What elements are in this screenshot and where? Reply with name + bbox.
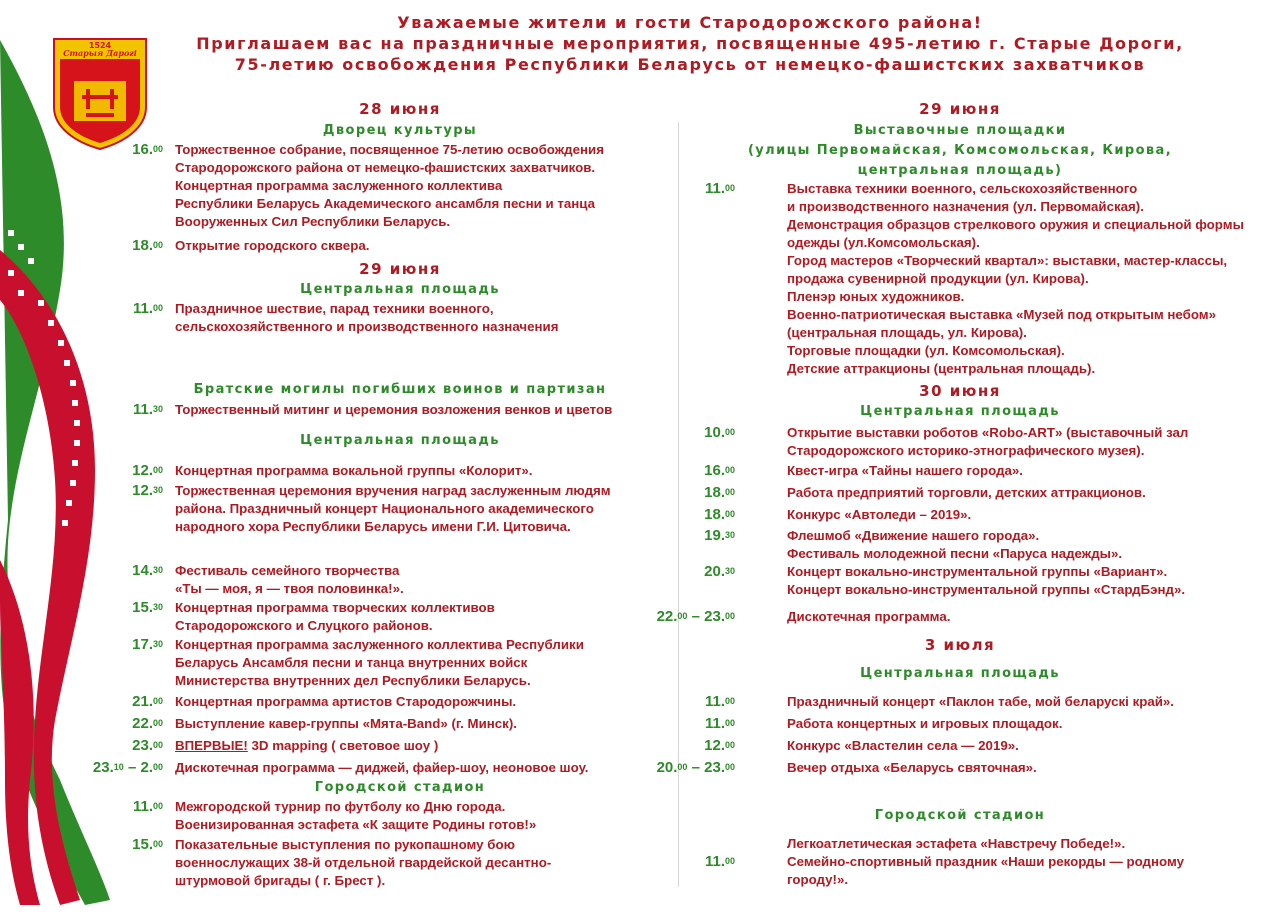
schedule-item: [80, 737, 438, 755]
first-time-label: ВПЕРВЫЕ!: [175, 738, 248, 753]
venue-heading: Дворец культуры: [322, 123, 478, 138]
event-time: 15.00: [132, 836, 163, 853]
event-description: Концертная программа творческих коллективов Стародорожского и Слуцкого районов.: [175, 600, 495, 633]
schedule-item: [80, 237, 369, 255]
schedule-item: [650, 737, 1019, 755]
event-description: Концерт вокально-инструментальной группы «Вариант». Концерт вокально-инструментальной группы «СтардБэнд».: [787, 564, 1186, 597]
event-description: Семейно-спортивный праздник «Наши рекорды — родному городу!».: [787, 854, 1185, 887]
event-time: 23.00: [132, 737, 163, 754]
event-time: 18.00: [704, 506, 735, 523]
event-time: 20.00 – 23.00: [656, 759, 735, 776]
event-description: ВПЕРВЫЕ! 3D mapping ( световое шоу ): [175, 738, 439, 753]
event-time: 18.00: [704, 484, 735, 501]
schedule-item: [650, 715, 1062, 733]
page-header: [190, 12, 1190, 75]
schedule-item: [650, 835, 1125, 853]
event-description: Дискотечная программа — диджей, файер-шоу, неоновое шоу.: [175, 760, 589, 775]
venue-heading: Центральная площадь: [860, 666, 1060, 681]
event-description: Торжественная церемония вручения наград заслуженным людям района. Праздничный концерт Национального академического народного хора Республики Беларусь имени Г.И. Цитовича.: [175, 483, 611, 534]
event-description: Работа предприятий торговли, детских аттракционов.: [787, 485, 1146, 500]
event-description: Фестиваль семейного творчества «Ты — моя, я — твоя половинка!».: [175, 563, 404, 596]
event-time: 21.00: [132, 693, 163, 710]
venue-heading: Братские могилы погибших воинов и партизан: [193, 382, 607, 397]
event-description: Дискотечная программа.: [787, 609, 951, 624]
header-line-2: Приглашаем вас на праздничные мероприятия, посвященные 495-летию г. Старые Дороги,: [196, 34, 1184, 53]
event-description: Торжественное собрание, посвященное 75-летию освобождения Стародорожского района от немецко-фашистских захватчиков. Концертная программа заслуженного коллектива Республики Беларусь Академического ансамбля песни и танца Вооруженных Сил Республики Беларусь.: [175, 142, 604, 229]
schedule-item: [650, 527, 1122, 563]
event-time: 11.00: [132, 300, 163, 317]
schedule-item: [80, 599, 495, 635]
header-line-1: Уважаемые жители и гости Стародорожского района!: [397, 13, 983, 32]
event-time: 16.00: [132, 141, 163, 158]
event-description: Работа концертных и игровых площадок.: [787, 716, 1063, 731]
schedule-item: [650, 853, 1184, 889]
event-description: Конкурс «Автоледи – 2019».: [787, 507, 972, 522]
schedule-item: [650, 759, 1037, 777]
event-description: Праздничный концерт «Паклон табе, мой беларускі край».: [787, 694, 1174, 709]
schedule-item: [80, 462, 533, 480]
schedule-item: [80, 715, 517, 733]
event-time: 10.00: [704, 424, 735, 441]
venue-heading: Центральная площадь: [300, 433, 500, 448]
event-time: 11.00: [704, 693, 735, 710]
event-description: Торжественный митинг и церемония возложения венков и цветов: [175, 402, 613, 417]
venue-heading: Центральная площадь: [860, 404, 1060, 419]
venue-heading: Городской стадион: [314, 780, 486, 795]
event-description: Вечер отдыха «Беларусь святочная».: [787, 760, 1037, 775]
event-time: 23.10 – 2.00: [92, 759, 163, 776]
event-time: 12.00: [132, 462, 163, 479]
venue-heading: Городской стадион: [874, 808, 1046, 823]
schedule-item: [650, 506, 971, 524]
schedule-item: [650, 424, 1188, 460]
schedule-item: [80, 759, 589, 777]
event-description: Конкурс «Властелин села — 2019».: [787, 738, 1019, 753]
schedule-item: [80, 300, 558, 336]
date-heading: 29 июня: [359, 260, 441, 278]
event-description: Легкоатлетическая эстафета «Навстречу Победе!».: [787, 836, 1126, 851]
event-description: Квест-игра «Тайны нашего города».: [787, 463, 1023, 478]
event-description: Межгородской турнир по футболу ко Дню города. Военизированная эстафета «К защите Родины готов!»: [175, 799, 537, 832]
emblem-year: 1524: [88, 41, 112, 50]
event-time: 12.30: [132, 482, 163, 499]
date-heading: 3 июля: [924, 636, 996, 654]
event-description: Концертная программа заслуженного коллектива Республики Беларусь Ансамбля песни и танца внутренних войск Министерства внутренних дел Республики Беларусь.: [175, 637, 584, 688]
header-line-3: 75-летию освобождения Республики Беларусь от немецко-фашистских захватчиков: [234, 55, 1146, 74]
event-time: 11.00: [704, 715, 735, 732]
event-time: 22.00 – 23.00: [656, 608, 735, 625]
event-time: 16.00: [704, 462, 735, 479]
event-time: 12.00: [704, 737, 735, 754]
event-time: 11.00: [132, 798, 163, 815]
date-heading: 30 июня: [919, 382, 1001, 400]
venue-heading: Центральная площадь: [300, 282, 500, 297]
emblem-city: Старыя Дарогі: [63, 48, 137, 58]
schedule-item: [80, 636, 584, 690]
event-time: 19.30: [704, 527, 735, 544]
schedule-item: [650, 608, 950, 626]
schedule-item: [650, 693, 1174, 711]
schedule-item: [80, 836, 551, 890]
date-heading: 29 июня: [919, 100, 1001, 118]
schedule-item: [650, 563, 1185, 599]
event-description: Выставка техники военного, сельскохозяйственного и производственного назначения (ул. Первомайская). Демонстрация образцов стрелкового оружия и специальной формы одежды (ул.Комсомольская). Город мастеров «Творческий квартал»: выставки, мастер-классы, продажа сувенирной продукции (ул. Кирова). Пленэр юных художников. Военно-патриотическая выставка «Музей под открытым небом» (центральная площадь, ул. Кирова). Торговые площадки (ул. Комсомольская). Детские аттракционы (центральная площадь).: [787, 181, 1244, 376]
event-time: 11.00: [704, 180, 735, 197]
event-description: Показательные выступления по рукопашному бою военнослужащих 38-й отдельной гвардейской десантно- штурмовой бригады ( г. Брест ).: [175, 837, 552, 888]
event-description: Праздничное шествие, парад техники военного, сельскохозяйственного и производственного назначения: [175, 301, 559, 334]
event-description: Открытие городского сквера.: [175, 238, 370, 253]
event-description: Выступление кавер-группы «Мята-Band» (г. Минск).: [175, 716, 517, 731]
venue-heading: Выставочные площадки (улицы Первомайская, Комсомольская, Кирова, центральная площадь): [747, 123, 1173, 178]
event-time: 20.30: [704, 563, 735, 580]
event-description: Концертная программа артистов Стародорожчины.: [175, 694, 517, 709]
schedule-item: [80, 798, 536, 834]
event-time: [650, 835, 747, 853]
date-heading: 28 июня: [359, 100, 441, 118]
event-time: 15.30: [132, 599, 163, 616]
event-description: Открытие выставки роботов «Robo-ART» (выставочный зал Стародорожского историко-этнографического музея).: [787, 425, 1189, 458]
event-time: 17.30: [132, 636, 163, 653]
schedule-item: [80, 693, 516, 711]
schedule-item: [650, 180, 1244, 378]
event-time: 11.00: [704, 853, 735, 870]
event-time: 22.00: [132, 715, 163, 732]
schedule-item: [80, 482, 611, 536]
schedule-item: [80, 401, 612, 419]
event-description: Концертная программа вокальной группы «Колорит».: [175, 463, 533, 478]
event-description: Флешмоб «Движение нашего города». Фестиваль молодежной песни «Паруса надежды».: [787, 528, 1123, 561]
city-emblem: [52, 37, 148, 150]
schedule-item: [650, 484, 1146, 502]
schedule-item: [650, 462, 1023, 480]
schedule-item: [80, 141, 604, 231]
event-time: 14.30: [132, 562, 163, 579]
event-time: 11.30: [132, 401, 163, 418]
schedule-item: [80, 562, 404, 598]
event-time: 18.00: [132, 237, 163, 254]
